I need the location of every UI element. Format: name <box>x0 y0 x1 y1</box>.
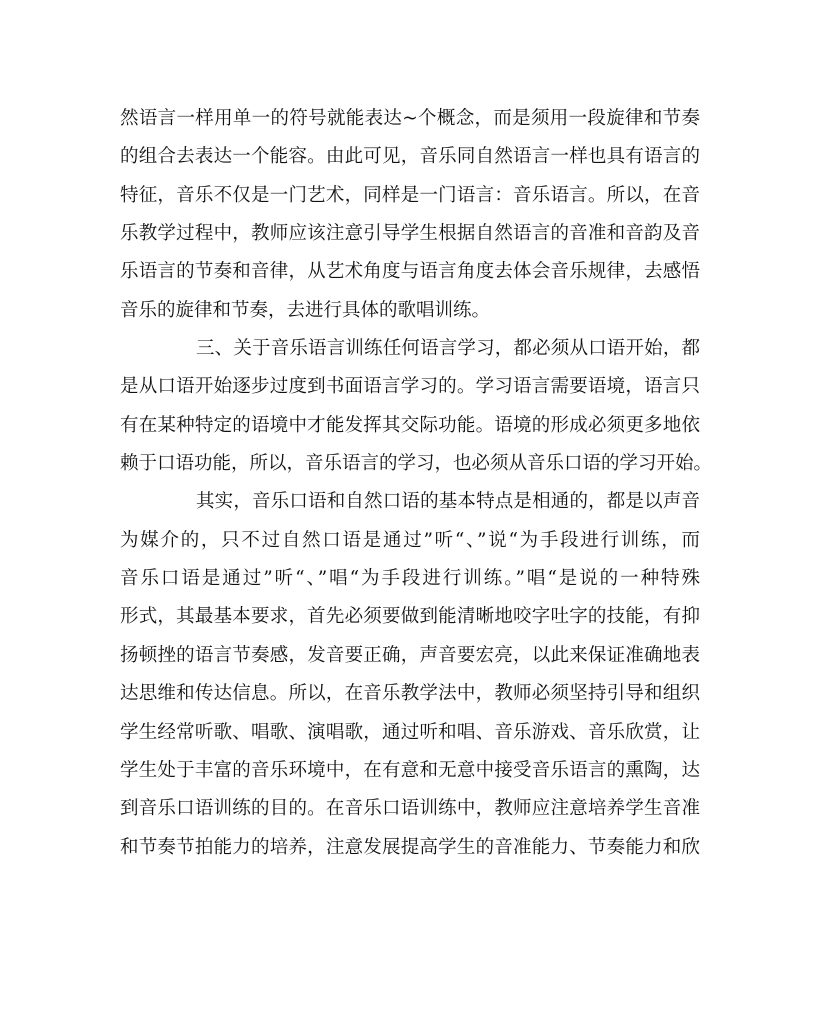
text-line: 然语言一样用单一的符号就能表达~个概念，而是须用一段旋律和节奏 <box>120 108 700 129</box>
text-line: 特征，音乐不仅是一门艺术，同样是一门语言：音乐语言。所以，在音 <box>120 184 700 206</box>
text-line: 学生经常听歌、唱歌、演唱歌，通过听和唱、音乐游戏、音乐欣赏，让 <box>120 721 700 743</box>
text-line: 到音乐口语训练的目的。在音乐口语训练中，教师应注意培养学生音准 <box>120 798 700 820</box>
text-line: 乐教学过程中，教师应该注意引导学生根据自然语言的音准和音韵及音 <box>120 223 700 245</box>
text-line: 和节奏节拍能力的培养，注意发展提高学生的音准能力、节奏能力和欣 <box>120 836 700 858</box>
text-line: 有在某种特定的语境中才能发挥其交际功能。语境的形成必须更多地依 <box>120 414 700 436</box>
text-line: 形式，其最基本要求，首先必须要做到能清晰地咬字吐字的技能，有抑 <box>120 606 700 628</box>
paragraph-first-line: 三、关于音乐语言训练任何语言学习，都必须从口语开始，都 <box>196 338 700 360</box>
text-line: 为媒介的，只不过自然口语是通过”听“、”说“为手段进行训练，而 <box>120 529 700 551</box>
text-line: 音乐口语是通过”听“、”唱“为手段进行训练。”唱“是说的一种特殊 <box>120 568 700 590</box>
document-body <box>120 100 713 867</box>
paragraph-first-line: 其实，音乐口语和自然口语的基本特点是相通的，都是以声音 <box>196 491 700 513</box>
text-line: 扬顿挫的语言节奏感，发音要正确，声音要宏亮，以此来保证准确地表 <box>120 644 700 666</box>
text-line: 的组合去表达一个能容。由此可见，音乐同自然语言一样也具有语言的 <box>120 146 700 168</box>
text-line: 音乐的旋律和节奏，去进行具体的歌唱训练。 <box>120 299 491 321</box>
text-line: 赖于口语功能，所以，音乐语言的学习，也必须从音乐口语的学习开始。 <box>120 453 713 475</box>
text-line: 达思维和传达信息。所以，在音乐教学法中，教师必须坚持引导和组织 <box>120 683 700 705</box>
text-line: 是从口语开始逐步过度到书面语言学习的。学习语言需要语境，语言只 <box>120 376 700 398</box>
text-line: 学生处于丰富的音乐环境中，在有意和无意中接受音乐语言的熏陶，达 <box>120 759 700 781</box>
text-line: 乐语言的节奏和音律，从艺术角度与语言角度去体会音乐规律，去感悟 <box>120 261 700 283</box>
